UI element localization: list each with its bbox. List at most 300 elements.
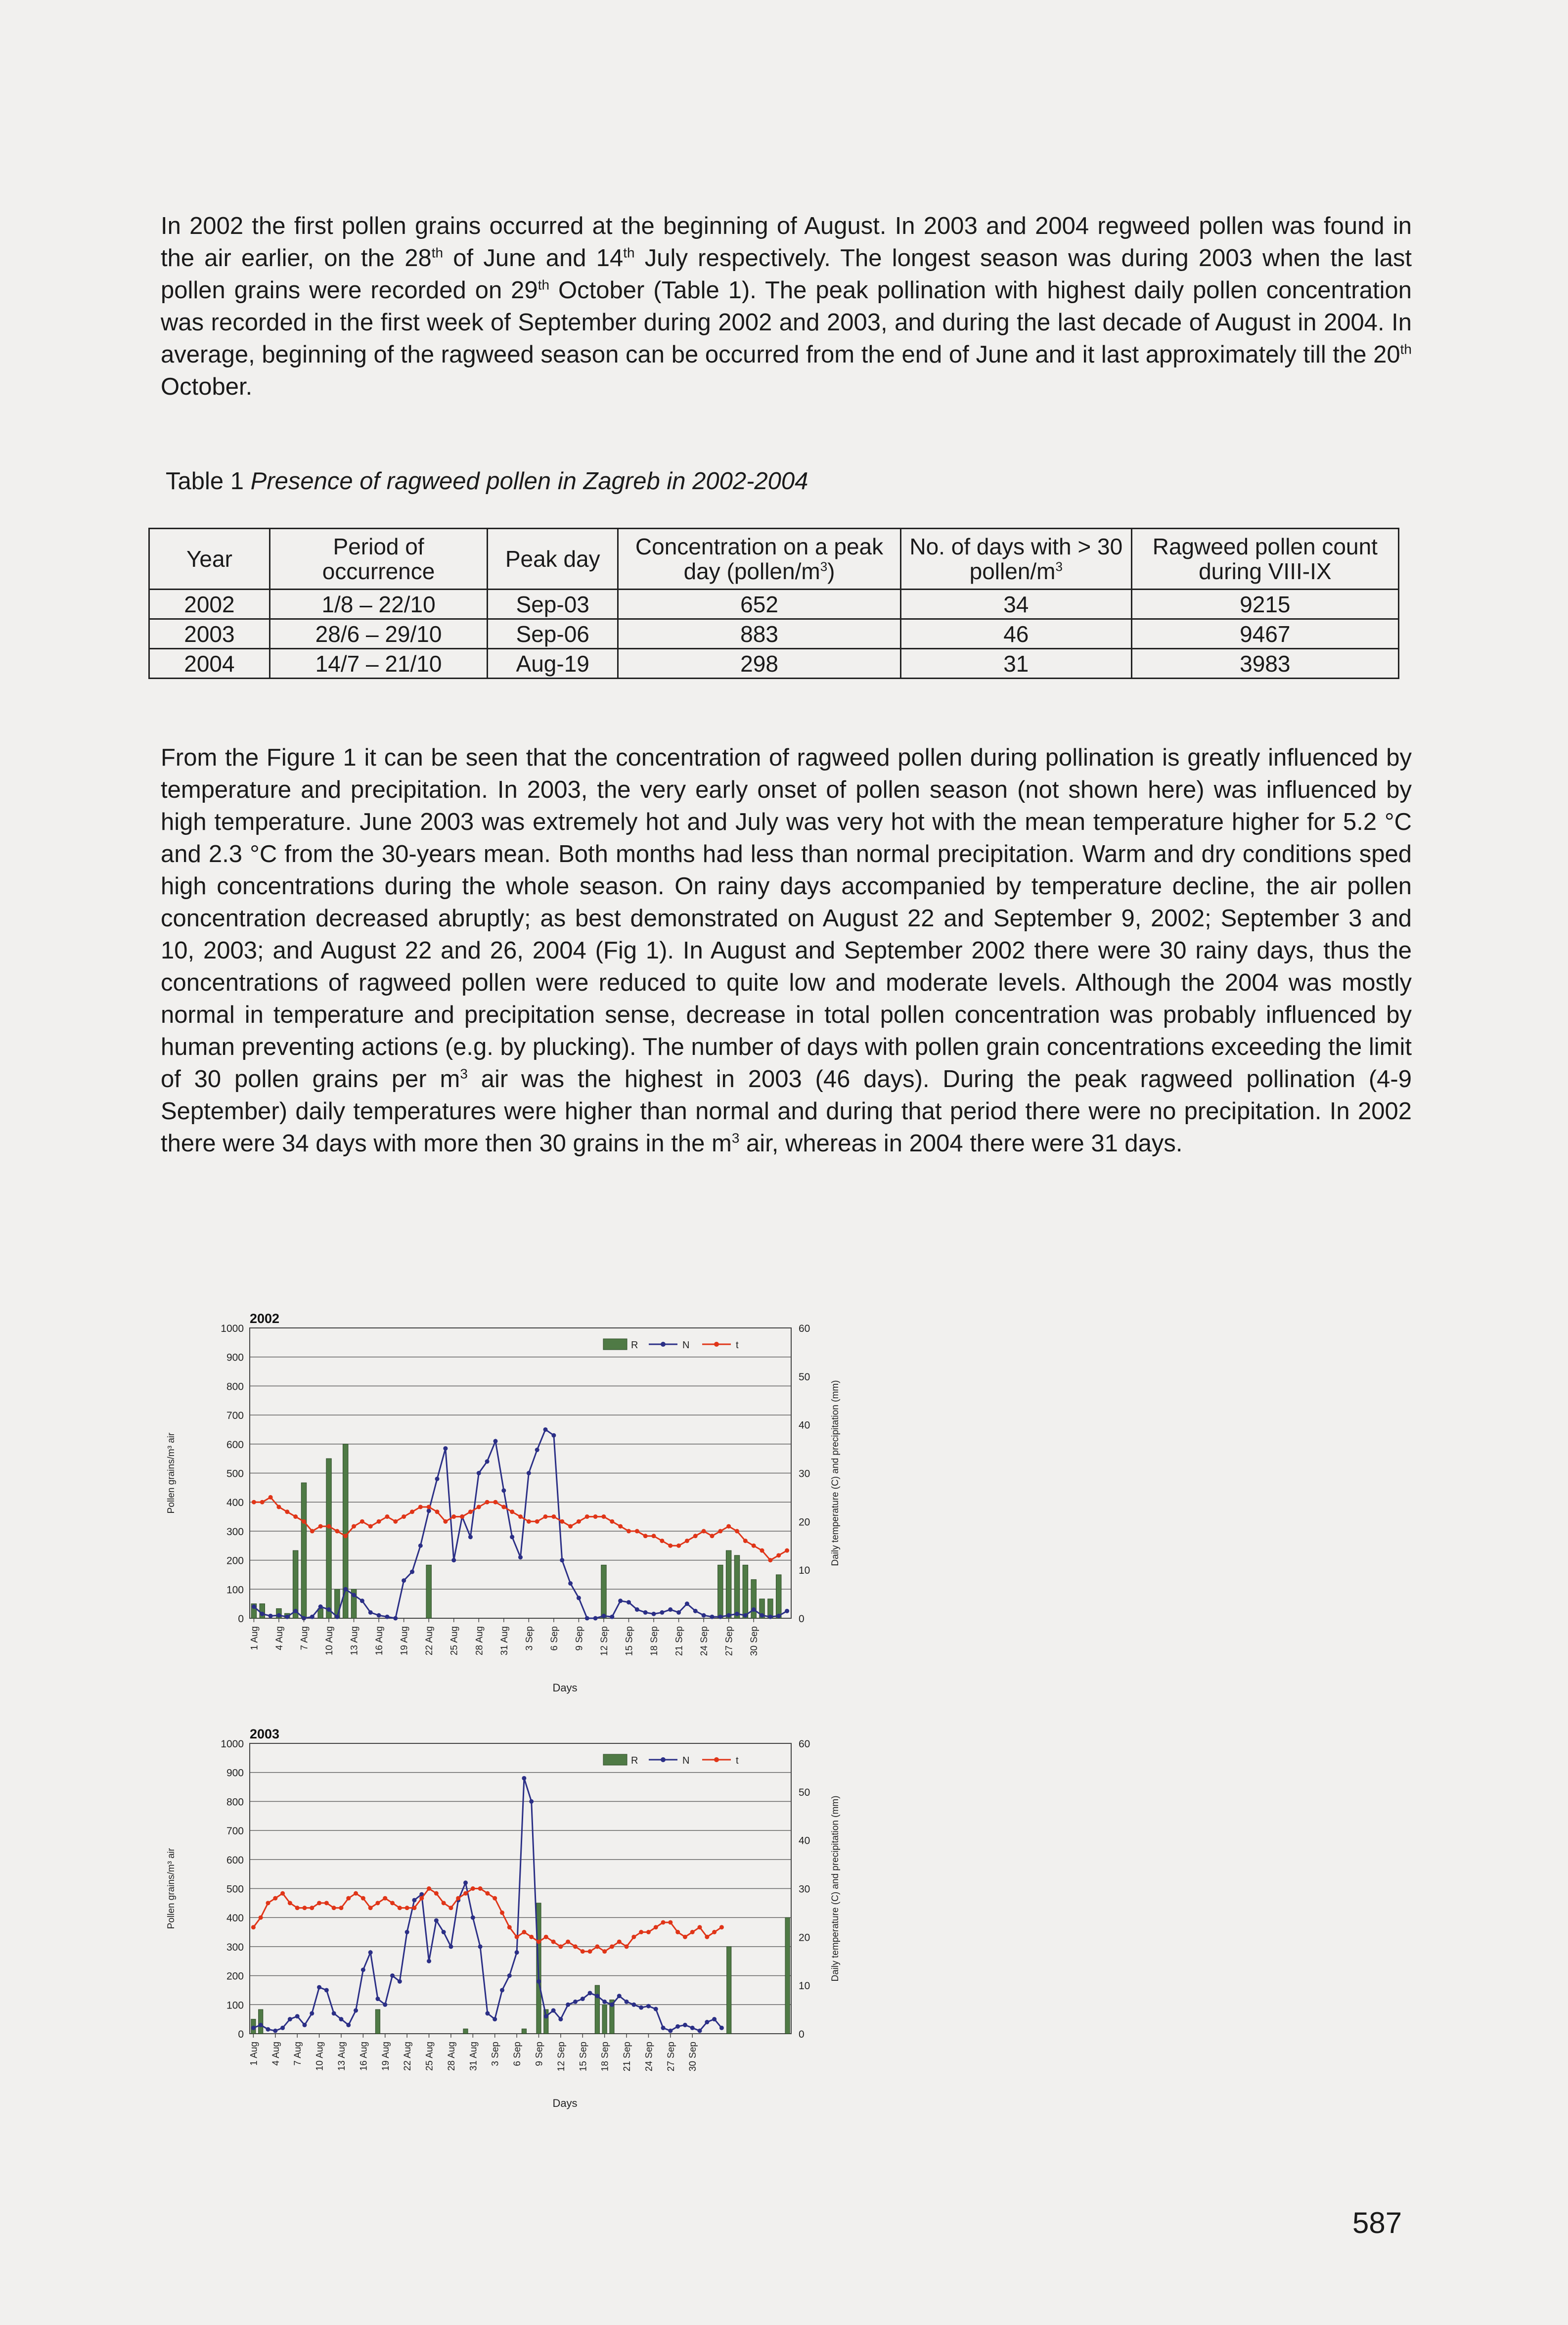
header-concentration: Concentration on a peak day $(pollen/m^3)$ [618, 529, 901, 590]
temperature-point [360, 1519, 364, 1524]
temperature-point [352, 1524, 356, 1529]
y2-tick-label: 20 [799, 1516, 810, 1528]
y-tick-label: 200 [226, 1970, 244, 1982]
temperature-point [581, 1949, 585, 1954]
legend-label-t: t [736, 1755, 739, 1766]
pollen-point [493, 1439, 497, 1443]
pollen-point [610, 1615, 614, 1619]
table-row [149, 649, 1399, 679]
temperature-point [390, 1901, 395, 1905]
temperature-point [393, 1519, 398, 1524]
temperature-point [527, 1519, 531, 1524]
temperature-point [269, 1495, 273, 1500]
temperature-point [276, 1504, 281, 1509]
temperature-point [577, 1519, 581, 1524]
y2-axis-label: Daily temperature (C) and precipitation (mm) [830, 1795, 841, 1982]
pollen-point [477, 1471, 481, 1475]
intro-paragraph: In 2002 the first pollen grains occurred at the beginning of August. In 2003 and 2004 regweed pollen was found in the air earlier, on the 28th of June and 14th July respectively. The longest season was during 2003 when the last pollen grains were recorded on 29th October (Table 1). The peak pollination with highest daily pollen concentration was recorded in the first week of September during 2002 and 2003, and during the last decade of August in 2004. In average, beginning of the ragweed season can be occurred from the end of June and it last approximately till the 20th October. [161, 213, 1412, 400]
temperature-point [683, 1935, 687, 1939]
temperature-point [595, 1944, 599, 1949]
pollen-point [568, 1581, 573, 1586]
x-tick-label: 9 Sep [534, 2042, 545, 2066]
temperature-point [585, 1514, 589, 1519]
temperature-point [471, 1886, 475, 1891]
temperature-point [288, 1901, 292, 1905]
x-tick-label: 1 Aug [249, 2042, 260, 2066]
x-tick-label: 21 Sep [674, 1626, 685, 1656]
pollen-point [712, 2017, 717, 2021]
legend [603, 1339, 739, 1351]
pollen-point [390, 1973, 395, 1978]
chart-title: 2002 [250, 1311, 280, 1326]
temperature-point [477, 1504, 481, 1509]
temperature-point [478, 1886, 483, 1891]
y2-tick-label: 50 [799, 1786, 810, 1798]
x-tick-label: 19 Aug [399, 1626, 410, 1656]
bar-rainfall [343, 1444, 348, 1618]
temperature-point [698, 1925, 702, 1929]
temperature-point [693, 1534, 698, 1538]
pollen-point [702, 1613, 706, 1618]
temperature-point [302, 1906, 307, 1910]
x-tick-label: 12 Sep [599, 1626, 610, 1656]
pollen-point [293, 1609, 298, 1613]
temperature-point [368, 1524, 373, 1529]
cell-peak-day: Sep-06 [488, 619, 618, 649]
pollen-point [529, 1799, 534, 1804]
pollen-point [718, 1615, 722, 1619]
y-tick-label: 900 [226, 1767, 244, 1779]
pollen-point [327, 1607, 331, 1612]
bar-rainfall [734, 1555, 739, 1618]
chart-title: 2003 [250, 1727, 280, 1741]
pollen-point [412, 1898, 416, 1902]
pollen-point [618, 1598, 623, 1603]
pollen-point [398, 1979, 402, 1984]
legend-marker-t [714, 1757, 719, 1762]
temperature-point [405, 1906, 409, 1910]
pollen-point [652, 1612, 656, 1616]
temperature-point [631, 1935, 636, 1939]
cell-concentration: 652 [618, 590, 901, 619]
pollen-point [500, 1988, 504, 1992]
temperature-point [402, 1514, 406, 1519]
temperature-point [310, 1906, 314, 1910]
temperature-point [537, 1940, 541, 1944]
bar-rainfall [301, 1483, 306, 1618]
y-tick-label: 200 [226, 1555, 244, 1567]
x-tick-label: 13 Aug [336, 2042, 347, 2071]
pollen-point [443, 1446, 448, 1451]
pollen-point [318, 1604, 323, 1609]
x-tick-label: 16 Aug [358, 2042, 369, 2071]
table-caption [166, 467, 808, 495]
temperature-point [618, 1524, 623, 1529]
pollen-point [558, 2017, 563, 2021]
temperature-point [568, 1524, 573, 1529]
bar-rainfall [522, 2029, 526, 2034]
temperature-point [324, 1901, 329, 1905]
y2-tick-label: 20 [799, 1932, 810, 1944]
temperature-point [760, 1549, 764, 1553]
y-tick-label: 0 [238, 1613, 244, 1625]
pollen-point [543, 1427, 548, 1432]
y-tick-label: 900 [226, 1352, 244, 1364]
y-tick-label: 0 [238, 2029, 244, 2040]
x-tick-label: 19 Aug [380, 2042, 391, 2071]
y-tick-label: 100 [226, 1584, 244, 1596]
temperature-point [310, 1529, 314, 1533]
pollen-point [577, 1596, 581, 1600]
pollen-line [254, 1429, 787, 1618]
cell-count: 9215 [1131, 590, 1398, 619]
temperature-point [377, 1519, 381, 1524]
x-tick-label: 7 Aug [293, 2042, 304, 2066]
x-tick-label: 10 Aug [314, 2042, 325, 2071]
pollen-point [266, 2027, 270, 2032]
temperature-point [266, 1901, 270, 1905]
y2-tick-label: 60 [799, 1738, 810, 1750]
pollen-point [551, 1433, 556, 1438]
pollen-point [434, 1918, 439, 1923]
temperature-point [573, 1944, 578, 1949]
cell-days: 31 [900, 649, 1131, 679]
x-tick-label: 15 Sep [578, 2042, 589, 2072]
y2-tick-label: 0 [799, 2029, 805, 2040]
temperature-point [419, 1896, 424, 1901]
pollen-point [676, 1610, 681, 1615]
pollen-point [310, 2011, 314, 2015]
temperature-point [551, 1514, 556, 1519]
pollen-point [295, 2014, 300, 2018]
legend-label-t: t [736, 1340, 739, 1351]
y-tick-label: 300 [226, 1526, 244, 1538]
temperature-point [661, 1920, 666, 1924]
temperature-point [383, 1896, 387, 1901]
pollen-point [442, 1930, 446, 1934]
cell-peak-day: Aug-19 [488, 649, 618, 679]
temperature-point [639, 1930, 643, 1934]
legend-label-N: N [682, 1755, 690, 1766]
temperature-point [685, 1539, 689, 1543]
temperature-point [627, 1529, 631, 1533]
pollen-point [518, 1555, 523, 1559]
pollen-point [501, 1488, 506, 1493]
pollen-point [668, 1607, 672, 1612]
table-row [149, 619, 1399, 649]
temperature-point [418, 1504, 423, 1509]
temperature-point [551, 1940, 556, 1944]
x-tick-label: 18 Sep [649, 1626, 660, 1656]
cell-days: 46 [900, 619, 1131, 649]
temperature-point [410, 1509, 414, 1514]
bar-rainfall [602, 2005, 607, 2034]
temperature-point [302, 1519, 306, 1524]
pollen-point [560, 1558, 564, 1562]
pollen-point [675, 2024, 680, 2029]
temperature-point [558, 1944, 563, 1949]
pollen-point [252, 1604, 256, 1609]
pollen-point [661, 2026, 666, 2030]
pollen-point [485, 1459, 490, 1464]
temperature-point [354, 1891, 358, 1896]
temperature-point [535, 1519, 539, 1524]
pollen-point [368, 1610, 373, 1615]
pollen-point [710, 1615, 714, 1619]
temperature-point [463, 1891, 468, 1896]
pollen-point [377, 1613, 381, 1618]
temperature-point [280, 1891, 285, 1896]
table-title: Presence of ragweed pollen in Zagreb in 2002-2004 [250, 468, 808, 495]
temperature-point [602, 1949, 607, 1954]
x-tick-label: 21 Sep [622, 2042, 633, 2072]
bar-rainfall [318, 1608, 323, 1618]
pollen-point [654, 2007, 658, 2011]
temperature-point [468, 1509, 473, 1514]
bar-rainfall [751, 1580, 756, 1618]
temperature-point [412, 1906, 416, 1910]
bar-rainfall [743, 1565, 748, 1618]
header-count: Ragweed pollen count during VIII-IX [1131, 529, 1398, 590]
y-tick-label: 300 [226, 1941, 244, 1953]
pollen-point [593, 1616, 598, 1621]
page-number: 587 [1352, 2206, 1402, 2239]
x-tick-label: 24 Sep [644, 2042, 655, 2072]
legend-label-R: R [631, 1755, 638, 1766]
temperature-point [327, 1524, 331, 1529]
temperature-point [643, 1534, 648, 1538]
temperature-point [251, 1925, 256, 1929]
temperature-point [273, 1896, 277, 1901]
y-axis-label: Pollen grains/m³ air [166, 1432, 177, 1514]
cell-period: 28/6 – 29/10 [269, 619, 487, 649]
pollen-point [705, 2020, 709, 2024]
bar-rainfall [426, 1565, 431, 1618]
x-tick-label: 25 Aug [424, 2042, 435, 2071]
x-tick-label: 30 Sep [688, 2042, 699, 2072]
y-tick-label: 400 [226, 1497, 244, 1509]
pollen-point [427, 1959, 431, 1963]
temperature-point [443, 1519, 448, 1524]
cell-year: 2004 [149, 649, 270, 679]
x-tick-label: 6 Sep [512, 2042, 523, 2066]
bar-rainfall [601, 1565, 606, 1618]
cell-year: 2003 [149, 619, 270, 649]
pollen-point [427, 1508, 431, 1513]
temperature-point [690, 1930, 695, 1934]
pollen-point [602, 2000, 607, 2004]
chart-2003 [153, 1721, 841, 2117]
temperature-point [295, 1906, 300, 1910]
temperature-point [705, 1935, 709, 1939]
pollen-point [346, 2023, 351, 2027]
pollen-point [768, 1615, 772, 1619]
temperature-point [485, 1500, 490, 1504]
pollen-point [581, 1997, 585, 2001]
cell-concentration: 883 [618, 619, 901, 649]
y2-tick-label: 30 [799, 1468, 810, 1480]
x-tick-label: 28 Aug [446, 2042, 457, 2071]
cell-peak-day: Sep-03 [488, 590, 618, 619]
temperature-point [675, 1930, 680, 1934]
temperature-point [735, 1529, 739, 1533]
temperature-point [451, 1514, 456, 1519]
temperature-point [752, 1544, 756, 1548]
temperature-point [493, 1500, 497, 1504]
temperature-point [726, 1524, 731, 1529]
pollen-point [776, 1614, 781, 1618]
cell-count: 3983 [1131, 649, 1398, 679]
temperature-point [617, 1940, 622, 1944]
temperature-point [385, 1514, 389, 1519]
temperature-point [543, 1514, 548, 1519]
pollen-line [253, 1778, 721, 2031]
pollen-point [627, 1600, 631, 1604]
pollen-point [527, 1471, 531, 1475]
pollen-point [719, 2026, 724, 2030]
pollen-point [393, 1616, 398, 1621]
chart-2002 [153, 1306, 841, 1701]
temperature-point [601, 1514, 606, 1519]
pollen-point [690, 2026, 695, 2030]
legend-swatch-R [603, 1339, 627, 1350]
temperature-point [448, 1906, 453, 1910]
chart-svg [153, 1306, 841, 1701]
pollen-point [551, 2008, 556, 2013]
temperature-point [518, 1514, 523, 1519]
pollen-point [685, 1601, 689, 1606]
pollen-point [418, 1544, 423, 1548]
pollen-point [493, 2017, 497, 2021]
y-tick-label: 700 [226, 1410, 244, 1422]
pollen-point [471, 1915, 475, 1920]
temperature-point [718, 1529, 722, 1533]
temperature-point [501, 1504, 506, 1509]
temperature-point [375, 1901, 380, 1905]
y2-tick-label: 10 [799, 1980, 810, 1992]
pollen-point [273, 2029, 277, 2033]
x-tick-label: 31 Aug [499, 1626, 510, 1656]
pollen-point [339, 2017, 343, 2021]
pollen-point [343, 1587, 348, 1592]
bar-rainfall [776, 1575, 781, 1618]
pollen-point [478, 1944, 483, 1949]
temperature-point [593, 1514, 598, 1519]
pollen-point [785, 1609, 789, 1613]
pollen-point [507, 1973, 512, 1978]
x-tick-label: 24 Sep [699, 1626, 710, 1656]
pollen-point [743, 1613, 748, 1618]
temperature-point [456, 1896, 460, 1901]
temperature-point [610, 1944, 614, 1949]
bar-rainfall [335, 1589, 340, 1618]
x-tick-label: 1 Aug [249, 1626, 260, 1650]
temperature-point [500, 1911, 504, 1915]
y-tick-label: 500 [226, 1468, 244, 1480]
y-tick-label: 600 [226, 1854, 244, 1866]
pollen-point [588, 1991, 592, 1995]
x-tick-label: 7 Aug [299, 1626, 310, 1650]
x-tick-label: 25 Aug [449, 1626, 460, 1656]
pollen-point [726, 1613, 731, 1618]
pollen-point [352, 1593, 356, 1597]
x-tick-label: 10 Aug [324, 1626, 335, 1656]
y-axis-label: Pollen grains/m³ air [166, 1848, 177, 1929]
y2-tick-label: 60 [799, 1323, 810, 1334]
temperature-point [485, 1891, 490, 1896]
temperature-point [339, 1906, 343, 1910]
pollen-point [276, 1613, 281, 1618]
pollen-point [760, 1613, 764, 1618]
y-tick-label: 400 [226, 1913, 244, 1924]
legend-marker-N [661, 1342, 666, 1347]
y-tick-label: 700 [226, 1825, 244, 1837]
legend [603, 1754, 739, 1766]
discussion-paragraph: From the Figure 1 it can be seen that the concentration of ragweed pollen during pollination is greatly influenced by temperature and precipitation. In 2003, the very early onset of pollen season (not shown here) was influenced by high temperature. June 2003 was extremely hot and July was very hot with the mean temperature higher for 5.2 °C and 2.3 °C from the 30-years mean. Both months had less than normal precipitation. Warm and dry conditions sped high concentrations during the whole season. On rainy days accompanied by temperature decline, the air pollen concentration decreased abruptly; as best demonstrated on August 22 and September 9, 2002; September 3 and 10, 2003; and August 22 and 26, 2004 (Fig 1). In August and September 2002 there were 30 rainy days, thus the concentrations of ragweed pollen were reduced to quite low and moderate levels. Although the 2004 was mostly normal in temperature and precipitation sense, decrease in total pollen concentration was probably influenced by human preventing actions (e.g. by plucking). The number of days with pollen grain concentrations exceeding the limit of 30 pollen grains per $m^3$ air was the highest in 2003 (46 days). During the peak ragweed pollination (4-9 September) daily temperatures were higher than normal and during that period there were no precipitation. In 2002 there were 34 days with more then 30 grains in the $m^3$ air, whereas in 2004 there were 31 days. [161, 744, 1412, 1157]
pollen-point [324, 1988, 329, 1992]
temperature-point [668, 1920, 672, 1924]
temperature-point [610, 1519, 614, 1524]
header-days: No. of days with > 30 pollen/$m^3$ [900, 529, 1131, 590]
pollen-point [251, 2026, 256, 2030]
pollen-point [451, 1558, 456, 1562]
pollen-point [402, 1578, 406, 1583]
x-tick-label: 28 Aug [474, 1626, 485, 1656]
pollen-point [510, 1535, 514, 1539]
bar-rainfall [726, 1550, 731, 1618]
bar-rainfall [259, 2009, 263, 2034]
x-tick-label: 31 Aug [468, 2042, 479, 2071]
y2-axis-label: Daily temperature (C) and precipitation (mm) [830, 1380, 841, 1566]
x-tick-label: 16 Aug [374, 1626, 385, 1656]
temperature-point [625, 1944, 629, 1949]
header-year: Year [149, 529, 270, 590]
pollen-point [693, 1609, 698, 1613]
y-tick-label: 800 [226, 1796, 244, 1808]
temperature-point [368, 1906, 373, 1910]
pollen-point [625, 2000, 629, 2004]
temperature-point [719, 1925, 724, 1929]
temperature-point [768, 1558, 772, 1562]
pollen-point [601, 1614, 606, 1618]
cell-concentration: 298 [618, 649, 901, 679]
temperature-point [493, 1896, 497, 1901]
x-axis-label: Days [552, 2097, 578, 2109]
pollen-point [752, 1607, 756, 1612]
temperature-point [712, 1930, 717, 1934]
temperature-point [346, 1896, 351, 1901]
temperature-point [427, 1886, 431, 1891]
pollen-point [317, 1985, 321, 1990]
y-tick-label: 1000 [221, 1738, 244, 1750]
pollen-point [448, 1944, 453, 1949]
pollen-point [468, 1535, 473, 1539]
pollen-point [332, 2011, 336, 2015]
temperature-point [435, 1509, 440, 1514]
chart-svg [153, 1721, 841, 2117]
header-peak-day: Peak day [488, 529, 618, 590]
bar-rainfall [718, 1565, 723, 1618]
temperature-point [252, 1500, 256, 1504]
pollen-point [537, 1979, 541, 1984]
x-tick-label: 27 Sep [666, 2042, 676, 2072]
temperature-point [529, 1935, 534, 1939]
temperature-point [318, 1524, 323, 1529]
pollen-point [573, 2000, 578, 2004]
y2-tick-label: 30 [799, 1883, 810, 1895]
header-period: Period of occurrence [269, 529, 487, 590]
temperature-point [434, 1891, 439, 1896]
